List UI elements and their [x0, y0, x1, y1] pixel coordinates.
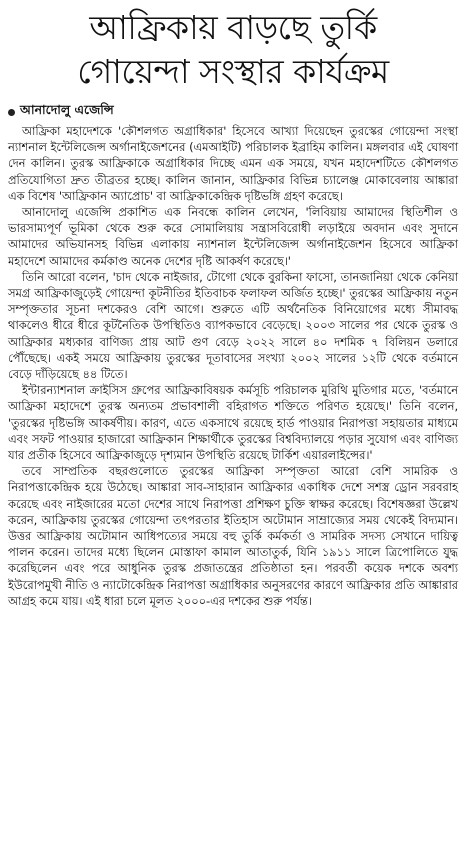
paragraph-2: আনাদোলু এজেন্সি প্রকাশিত এক নিবন্ধে কালিন লেখেন, 'লিবিয়ায় আমাদের স্থিতিশীল ও ভারসাম্যপূর্ণ ভূমিকা থেকে শুরু করে সোমালিয়ায় সন্ত্রাসবিরোধী লড়াইয়ে অবদান এবং সুদানে আমাদের অভিযানসহ বিভিন্ন এলাকায় ন্যাশনাল ইন্টেলিজেন্স অর্গানাইজেশন হিসেবে আফ্রিকা মহাদেশে আমাদের কর্মকাণ্ড অনেক দেশের দৃষ্টি আকর্ষণ করেছে।' — [8, 205, 458, 268]
headline-line-1: আফ্রিকায় বাড়ছে তুর্কি — [89, 8, 377, 47]
paragraph-5: তবে সাম্প্রতিক বছরগুলোতে তুরস্কের আফ্রিকা সম্পৃক্ততা আরো বেশি সামরিক ও নিরাপত্তাকেন্দ্রিক হয়ে উঠেছে। আঙ্কারা সাব-সাহারান আফ্রিকার একাধিক দেশে সশস্ত্র ড্রোন সরবরাহ করেছে এবং নাইজারের মতো দেশের সাথে নিরাপত্তা প্রশিক্ষণ চুক্তি স্বাক্ষর করেছে। বিশেষজ্ঞরা উল্লেখ করেন, আফ্রিকায় তুরস্কের গোয়েন্দা তৎপরতার ইতিহাস অটোমান সাম্রাজ্যের সময় থেকেই বিদ্যমান। উত্তর আফ্রিকায় অটোমান আধিপত্যের সময়ে বহু তুর্কি কর্মকর্তা ও সামরিক সদস্য সেখানে দায়িত্ব পালন করেন। তাদের মধ্যে ছিলেন মোস্তাফা কামাল আতাতুর্ক, যিনি ১৯১১ সালে ত্রিপোলিতে যুদ্ধ করেছিলেন এবং পরে আধুনিক তুরস্ক প্রজাতন্ত্রের প্রতিষ্ঠাতা হন। পরবর্তী কয়েক দশকে অবশ্য ইউরোপমুখী নীতি ও ন্যাটোকেন্দ্রিক নিরাপত্তা অগ্রাধিকার অনুসরণের কারণে আফ্রিকার প্রতি আঙ্কারার আগ্রহ কমে যায়। এই ধারা চলে মূলত ২০০০-এর দশকের শুরু পর্যন্ত। — [8, 464, 458, 608]
byline — [8, 102, 458, 122]
paragraph-4: ইন্টারন্যাশনাল ক্রাইসিস গ্রুপের আফ্রিকাবিষয়ক কর্মসূচি পরিচালক মুরিথি মুতিগার মতে, 'বর্তমানে আফ্রিকা মহাদেশে তুরস্ক অন্যতম প্রভাবশালী বহিরাগত শক্তিতে পরিণত হয়েছে।' তিনি বলেন, 'তুরস্কের দৃষ্টিভঙ্গি আকর্ষণীয়। কারণ, এতে একসাথে রয়েছে হার্ড পাওয়ার নিরাপত্তা সহায়তার মাধ্যমে এবং সফট পাওয়ার হাজারো আফ্রিকান শিক্ষার্থীকে তুরস্কের বিশ্ববিদ্যালয়ে পড়ার সুযোগ এবং বাণিজ্য যার প্রতীক হিসেবে আফ্রিকাজুড়ে দৃশ্যমান উপস্থিতি রয়েছে টার্কিশ এয়ারলাইন্সের।' — [8, 383, 458, 463]
paragraph-1: আফ্রিকা মহাদেশকে 'কৌশলগত অগ্রাধিকার' হিসেবে আখ্যা দিয়েছেন তুরস্কের গোয়েন্দা সংস্থা ন্যাশনাল ইন্টেলিজেন্স অর্গানাইজেশনের (এমআইটি) পরিচালক ইব্রাহিম কালিন। মঙ্গলবার এই ঘোষণা দেন কালিন। তুরস্ক আফ্রিকাকে অগ্রাধিকার দিচ্ছে এমন এক সময়ে, যখন মহাদেশটিতে কৌশলগত প্রতিযোগিতা দ্রুত তীব্রতর হচ্ছে। কালিন জানান, আফ্রিকার বিভিন্ন চ্যালেঞ্জ মোকাবেলায় আঙ্কারা এক বিশেষ 'আফ্রিকান অ্যাপ্রোচ' বা আফ্রিকাকেন্দ্রিক দৃষ্টিভঙ্গি গ্রহণ করেছে। — [8, 124, 458, 203]
byline-source: আনাদোলু এজেন্সি — [20, 102, 114, 117]
paragraph-3: তিনি আরো বলেন, 'চাদ থেকে নাইজার, টোগো থেকে বুরকিনা ফাসো, তানজানিয়া থেকে কেনিয়া সমগ্র আফ্রিকাজুড়েই গোয়েন্দা কূটনীতির ইতিবাচক ফলাফল অর্জিত হচ্ছে।' তুরস্কের আফ্রিকায় নতুন সম্পৃক্ততার সূচনা দশকেরও বেশি আগে। শুরুতে এটি অর্থনৈতিক বিনিয়োগের মধ্যে সীমাবদ্ধ থাকলেও ধীরে ধীরে কূটনৈতিক উপস্থিতিও ব্যাপকভাবে বেড়েছে। ২০০৩ সালের পর থেকে তুরস্ক ও আফ্রিকার মধ্যকার বাণিজ্য প্রায় আট গুণ বেড়ে ২০২২ সালে ৪০ দশমিক ৭ বিলিয়ন ডলারে পৌঁছেছে। একই সময়ে আফ্রিকায় তুরস্কের দূতাবাসের সংখ্যা ২০০২ সালের ১২টি থেকে বর্তমানে বেড়ে দাঁড়িয়েছে ৪৪ টিতে। — [8, 269, 458, 382]
bullet-icon — [8, 109, 15, 116]
article-body — [8, 123, 458, 609]
headline — [8, 6, 458, 94]
headline-line-2: গোয়েন্দা সংস্থার কার্যক্রম — [77, 52, 389, 91]
